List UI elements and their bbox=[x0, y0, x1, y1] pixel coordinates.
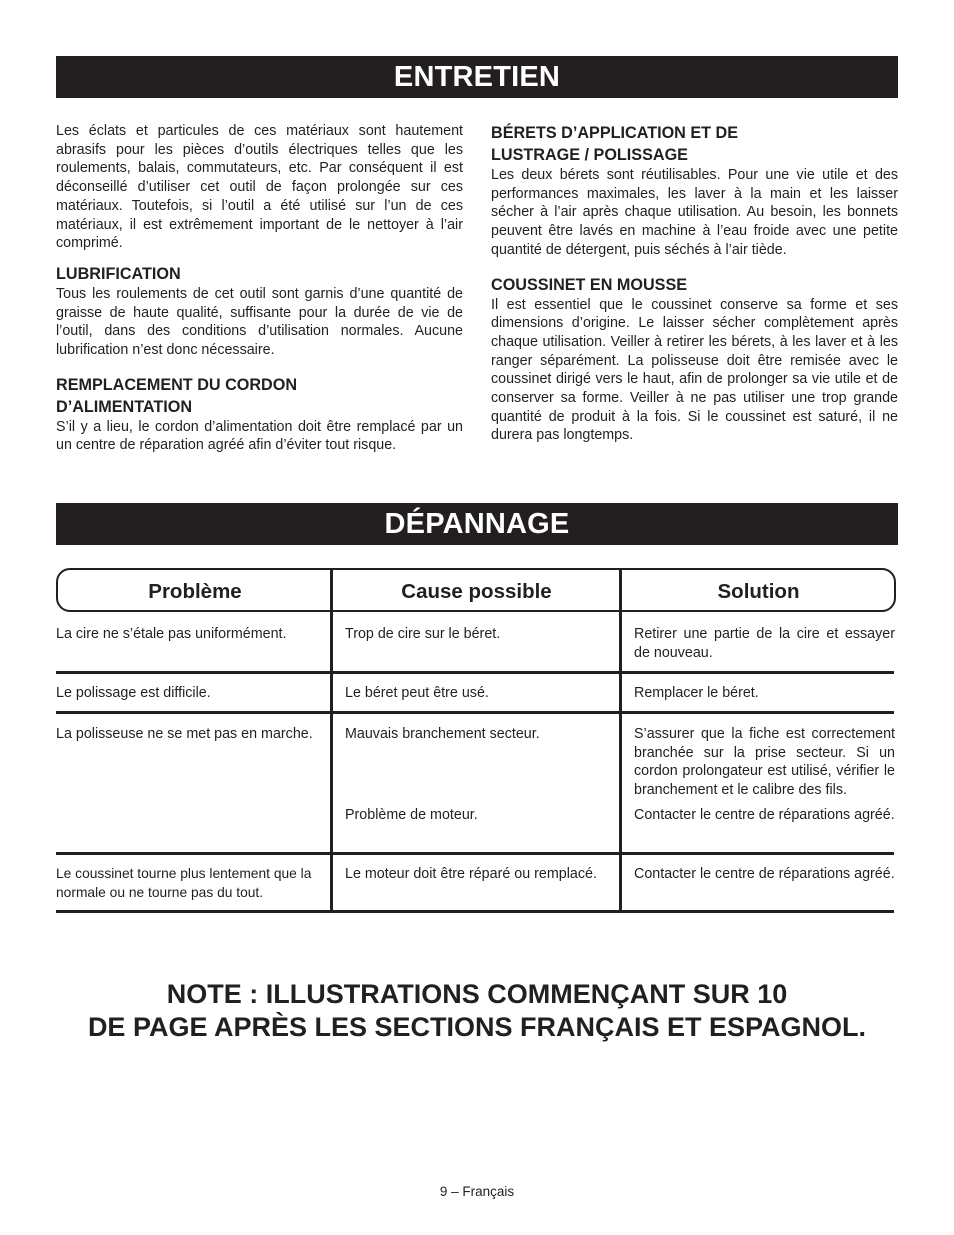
column-divider bbox=[330, 568, 333, 912]
cordon-paragraph: S’il y a lieu, le cordon d’alimentation doit être remplacé par un un centre de réparation agréé afin d’éviter tout risque. bbox=[56, 418, 463, 454]
left-column bbox=[56, 122, 463, 455]
table-cell-probleme: Le coussinet tourne plus lentement que la normale ou ne tourne pas du tout. bbox=[56, 866, 312, 900]
note-line-2: DE PAGE APRÈS LES SECTIONS FRANÇAIS ET ESPAGNOL. bbox=[87, 1012, 867, 1042]
row-divider bbox=[56, 711, 894, 714]
right-column bbox=[491, 122, 898, 445]
table-cell-cause: Problème de moteur. bbox=[345, 807, 478, 823]
table-header bbox=[56, 568, 896, 612]
coussinet-heading: COUSSINET EN MOUSSE bbox=[491, 275, 688, 294]
column-divider bbox=[619, 568, 622, 912]
lubrification-heading: LUBRIFICATION bbox=[56, 264, 181, 283]
header-solution: Solution bbox=[717, 580, 800, 603]
row-divider bbox=[56, 910, 894, 913]
cordon-heading: REMPLACEMENT DU CORDON D’ALIMENTATION bbox=[56, 375, 298, 416]
table-cell-solution: Remplacer le béret. bbox=[634, 685, 759, 701]
row-divider bbox=[56, 671, 894, 674]
berets-paragraph: Les deux bérets sont réutilisables. Pour une vie utile et des performances maximales, les laver à la main et les laisser sécher à l’air après chaque utilisation. Au besoin, les bonnets peuvent être lavés en machine à l’eau froide avec une petite quantité de détergent, puis séchés à l’air tiède. bbox=[491, 167, 898, 258]
header-probleme: Problème bbox=[148, 580, 242, 603]
note-line-1: NOTE : ILLUSTRATIONS COMMENÇANT SUR 10 bbox=[166, 979, 788, 1009]
table-cell-cause: Mauvais branchement secteur. bbox=[345, 726, 540, 742]
page-footer: 9 – Français bbox=[439, 1184, 515, 1199]
intro-paragraph: Les éclats et particules de ces matériaux sont hautement abrasifs pour les pièces d’outils électriques telles que les roulements, balais, commutateurs, etc. Par conséquent il est déconseillé d’utiliser cet outil de façon prolongée sur ces matériaux. Toutefois, si l’outil a été utilisé sur l’un de ces matériaux, il est extrêmement important de le nettoyer à l’air comprimé. bbox=[56, 123, 463, 252]
depannage-title: DÉPANNAGE bbox=[56, 503, 898, 545]
table-cell-solution: Contacter le centre de réparations agréé. bbox=[634, 866, 895, 882]
table-cell-probleme: La polisseuse ne se met pas en marche. bbox=[56, 726, 313, 742]
table-cell-cause: Le moteur doit être réparé ou remplacé. bbox=[345, 866, 597, 882]
header-cause: Cause possible bbox=[401, 580, 552, 603]
entretien-title: ENTRETIEN bbox=[56, 56, 898, 98]
table-cell-solution: Contacter le centre de réparations agréé. bbox=[634, 807, 895, 823]
row-divider bbox=[56, 852, 894, 855]
table-cell-solution: Retirer une partie de la cire et essayer de nouveau. bbox=[634, 626, 895, 661]
lubrification-paragraph: Tous les roulements de cet outil sont garnis d’une quantité de graisse de haute qualité, suffisante pour la durée de vie de l’outil, dans des conditions d’utilisation normales. Aucune lubrification n’est donc nécessaire. bbox=[56, 285, 463, 359]
coussinet-paragraph: Il est essentiel que le coussinet conserve sa forme et ses dimensions d’origine. Le laisser sécher complètement après chaque utilisation. Veiller à retirer les bérets, à les laver et à les ranger séparément. La polisseuse doit être remisée avec le coussinet dirigé vers le haut, afin de prolonger sa vie utile et de conserver sa forme. Veiller à ne pas utiliser une trop grande quantité de produit à la fois. Si le coussinet est saturé, il ne durera pas longtemps. bbox=[491, 296, 898, 444]
table-cell-solution: S’assurer que la fiche est correctement branchée sur la prise secteur. Si un cordon prolongateur est utilisé, vérifier le branchement et le calibre des fils. bbox=[634, 726, 895, 799]
table-cell-cause: Le béret peut être usé. bbox=[345, 685, 489, 701]
table-cell-probleme: Le polissage est difficile. bbox=[56, 685, 211, 701]
berets-heading: BÉRETS D’APPLICATION ET DE LUSTRAGE / POLISSAGE bbox=[491, 124, 739, 164]
table-cell-cause: Trop de cire sur le béret. bbox=[345, 626, 501, 642]
table-cell-probleme: La cire ne s’étale pas uniformément. bbox=[56, 626, 287, 642]
